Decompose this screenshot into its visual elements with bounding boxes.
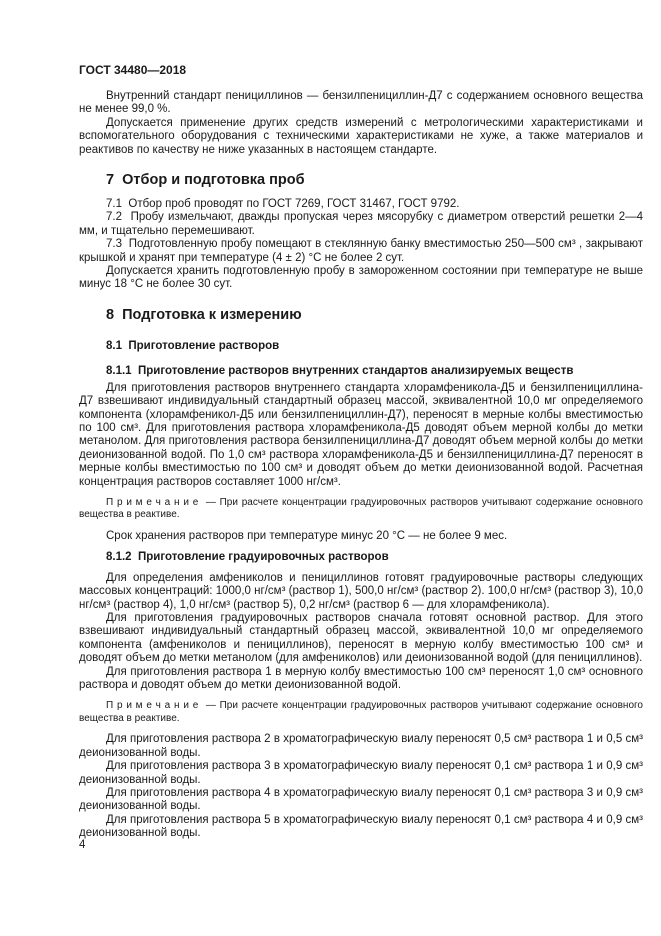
section-8-1-title: 8.1 Приготовление растворов xyxy=(106,339,280,352)
doc-code-header: ГОСТ 34480—2018 xyxy=(79,63,187,77)
section-8-1-2-title: 8.1.2 Приготовление градуировочных растворов xyxy=(106,551,389,564)
section-8-1-2-paragraph-2: Для приготовления градуировочных растворов сначала готовят основной раствор. Для этого взвешивают индивидуальный стандартный образец массой, эквивалентной 10,0 мг определяемого компонента (амфениколов и пенициллинов), переносят в мерную колбу вместимостью 100 см³ и доводят объем до метки метанолом (для амфениколов) или деионизованной водой (для пенициллинов). xyxy=(79,611,643,665)
section-8-1-2-paragraph-7: Для приготовления раствора 5 в хроматографическую виалу переносят 0,1 см³ раствора 4 и 0,9 см³ деионизованной воды. xyxy=(79,813,643,840)
section-8-1-2-paragraph-1: Для определения амфениколов и пенициллинов готовят градуировочные растворы следующих массовых концентраций: 1000,0 нг/см³ (раствор 1), 500,0 нг/см³ (раствор 2). 100,0 нг/см³ (раствор 3), 10,0 нг/см³ (раствор 4), 1,0 нг/см³ (раствор 5), 0,2 нг/см³ (раствор 6 — для хлорамфеникола). xyxy=(79,571,643,611)
section-8-1-2-paragraph-5: Для приготовления раствора 3 в хроматографическую виалу переносят 0,1 см³ раствора 1 и 0,9 см³ деионизованной воды. xyxy=(79,760,643,786)
section-7-paragraph-7-1: 7.1 Отбор проб проводят по ГОСТ 7269, ГОСТ 31467, ГОСТ 9792. xyxy=(106,198,460,211)
section-8-1-2-paragraph-4: Для приготовления раствора 2 в хроматографическую виалу переносят 0,5 см³ раствора 1 и 0,5 см³ деионизованной воды. xyxy=(79,733,643,759)
intro-paragraph-2: Допускается применение других средств измерений с метрологическими характеристиками и вспомогательного оборудования с техническими характеристиками не хуже, а также материалов и реактивов по качеству не ниже указанных в настоящем стандарте. xyxy=(79,116,643,156)
section-7-paragraph-7-2: 7.2 Пробу измельчают, дважды пропуская через мясорубку с диаметром отверстий решетки 2—4 мм, и тщательно перемешивают. xyxy=(79,211,643,237)
section-8-1-1-paragraph-1: Для приготовления растворов внутреннего стандарта хлорамфеникола-Д5 и бензилпенициллина-Д7 взвешивают индивидуальный стандартный образец массой, эквивалентной 10,0 мг определяемого компонента (хлорамфеникол-Д5 или бензилпенициллин-Д7), переносят в мерные колбы вместимостью по 100 см³. Для приготовления раствора хлорамфеникола-Д5 доводят объем мерной колбы до метки метанолом. Для приготовления раствора бензилпенициллина-Д7 доводят объем мерной колбы до метки деионизованной водой. По 1,0 см³ раствора хлорамфеникола-Д5 и бензилпенициллина-Д7 переносят в мерные колбы вместимостью по 100 см³ и доводят объем до метки деионизованной водой. Расчетная концентрация растворов составляет 1000 нг/см³. xyxy=(79,381,643,488)
section-8-1-1-paragraph-2: Срок хранения растворов при температуре минус 20 °С — не более 9 мес. xyxy=(106,529,508,542)
section-8-1-2-paragraph-3: Для приготовления раствора 1 в мерную колбу вместимостью 100 см³ переносят 1,0 см³ основного раствора и доводят объем до метки деионизованной водой. xyxy=(79,665,643,691)
section-7-paragraph-storage: Допускается хранить подготовленную пробу в замороженном состоянии при температуре не выше минус 18 °С не более 30 сут. xyxy=(79,265,643,291)
document-body xyxy=(79,63,643,841)
section-8-1-1-title: 8.1.1 Приготовление растворов внутренних стандартов анализируемых веществ xyxy=(106,365,574,378)
section-8-1-2-paragraph-6: Для приготовления раствора 4 в хроматографическую виалу переносят 0,1 см³ раствора 3 и 0,9 см³ деионизованной воды. xyxy=(79,787,643,813)
section-8-title: 8 Подготовка к измерению xyxy=(106,306,302,323)
section-7-title: 7 Отбор и подготовка проб xyxy=(106,172,305,189)
section-8-1-1-note: П р и м е ч а н и е — При расчете концентрации градуировочных растворов учитывают содержание основного вещества в реактиве. xyxy=(79,496,643,521)
section-7-paragraph-7-3: 7.3 Подготовленную пробу помещают в стеклянную банку вместимостью 250—500 см³ , закрывают крышкой и хранят при температуре (4 ± 2) °С не более 2 сут. xyxy=(79,238,643,264)
page-number: 4 xyxy=(79,839,86,851)
intro-paragraph-1: Внутренний стандарт пенициллинов — бензилпенициллин-Д7 с содержанием основного вещества не менее 99,0 %. xyxy=(79,90,643,116)
section-8-1-2-note: П р и м е ч а н и е — При расчете концентрации градуировочных растворов учитывают содержание основного вещества в реактиве. xyxy=(79,700,643,724)
